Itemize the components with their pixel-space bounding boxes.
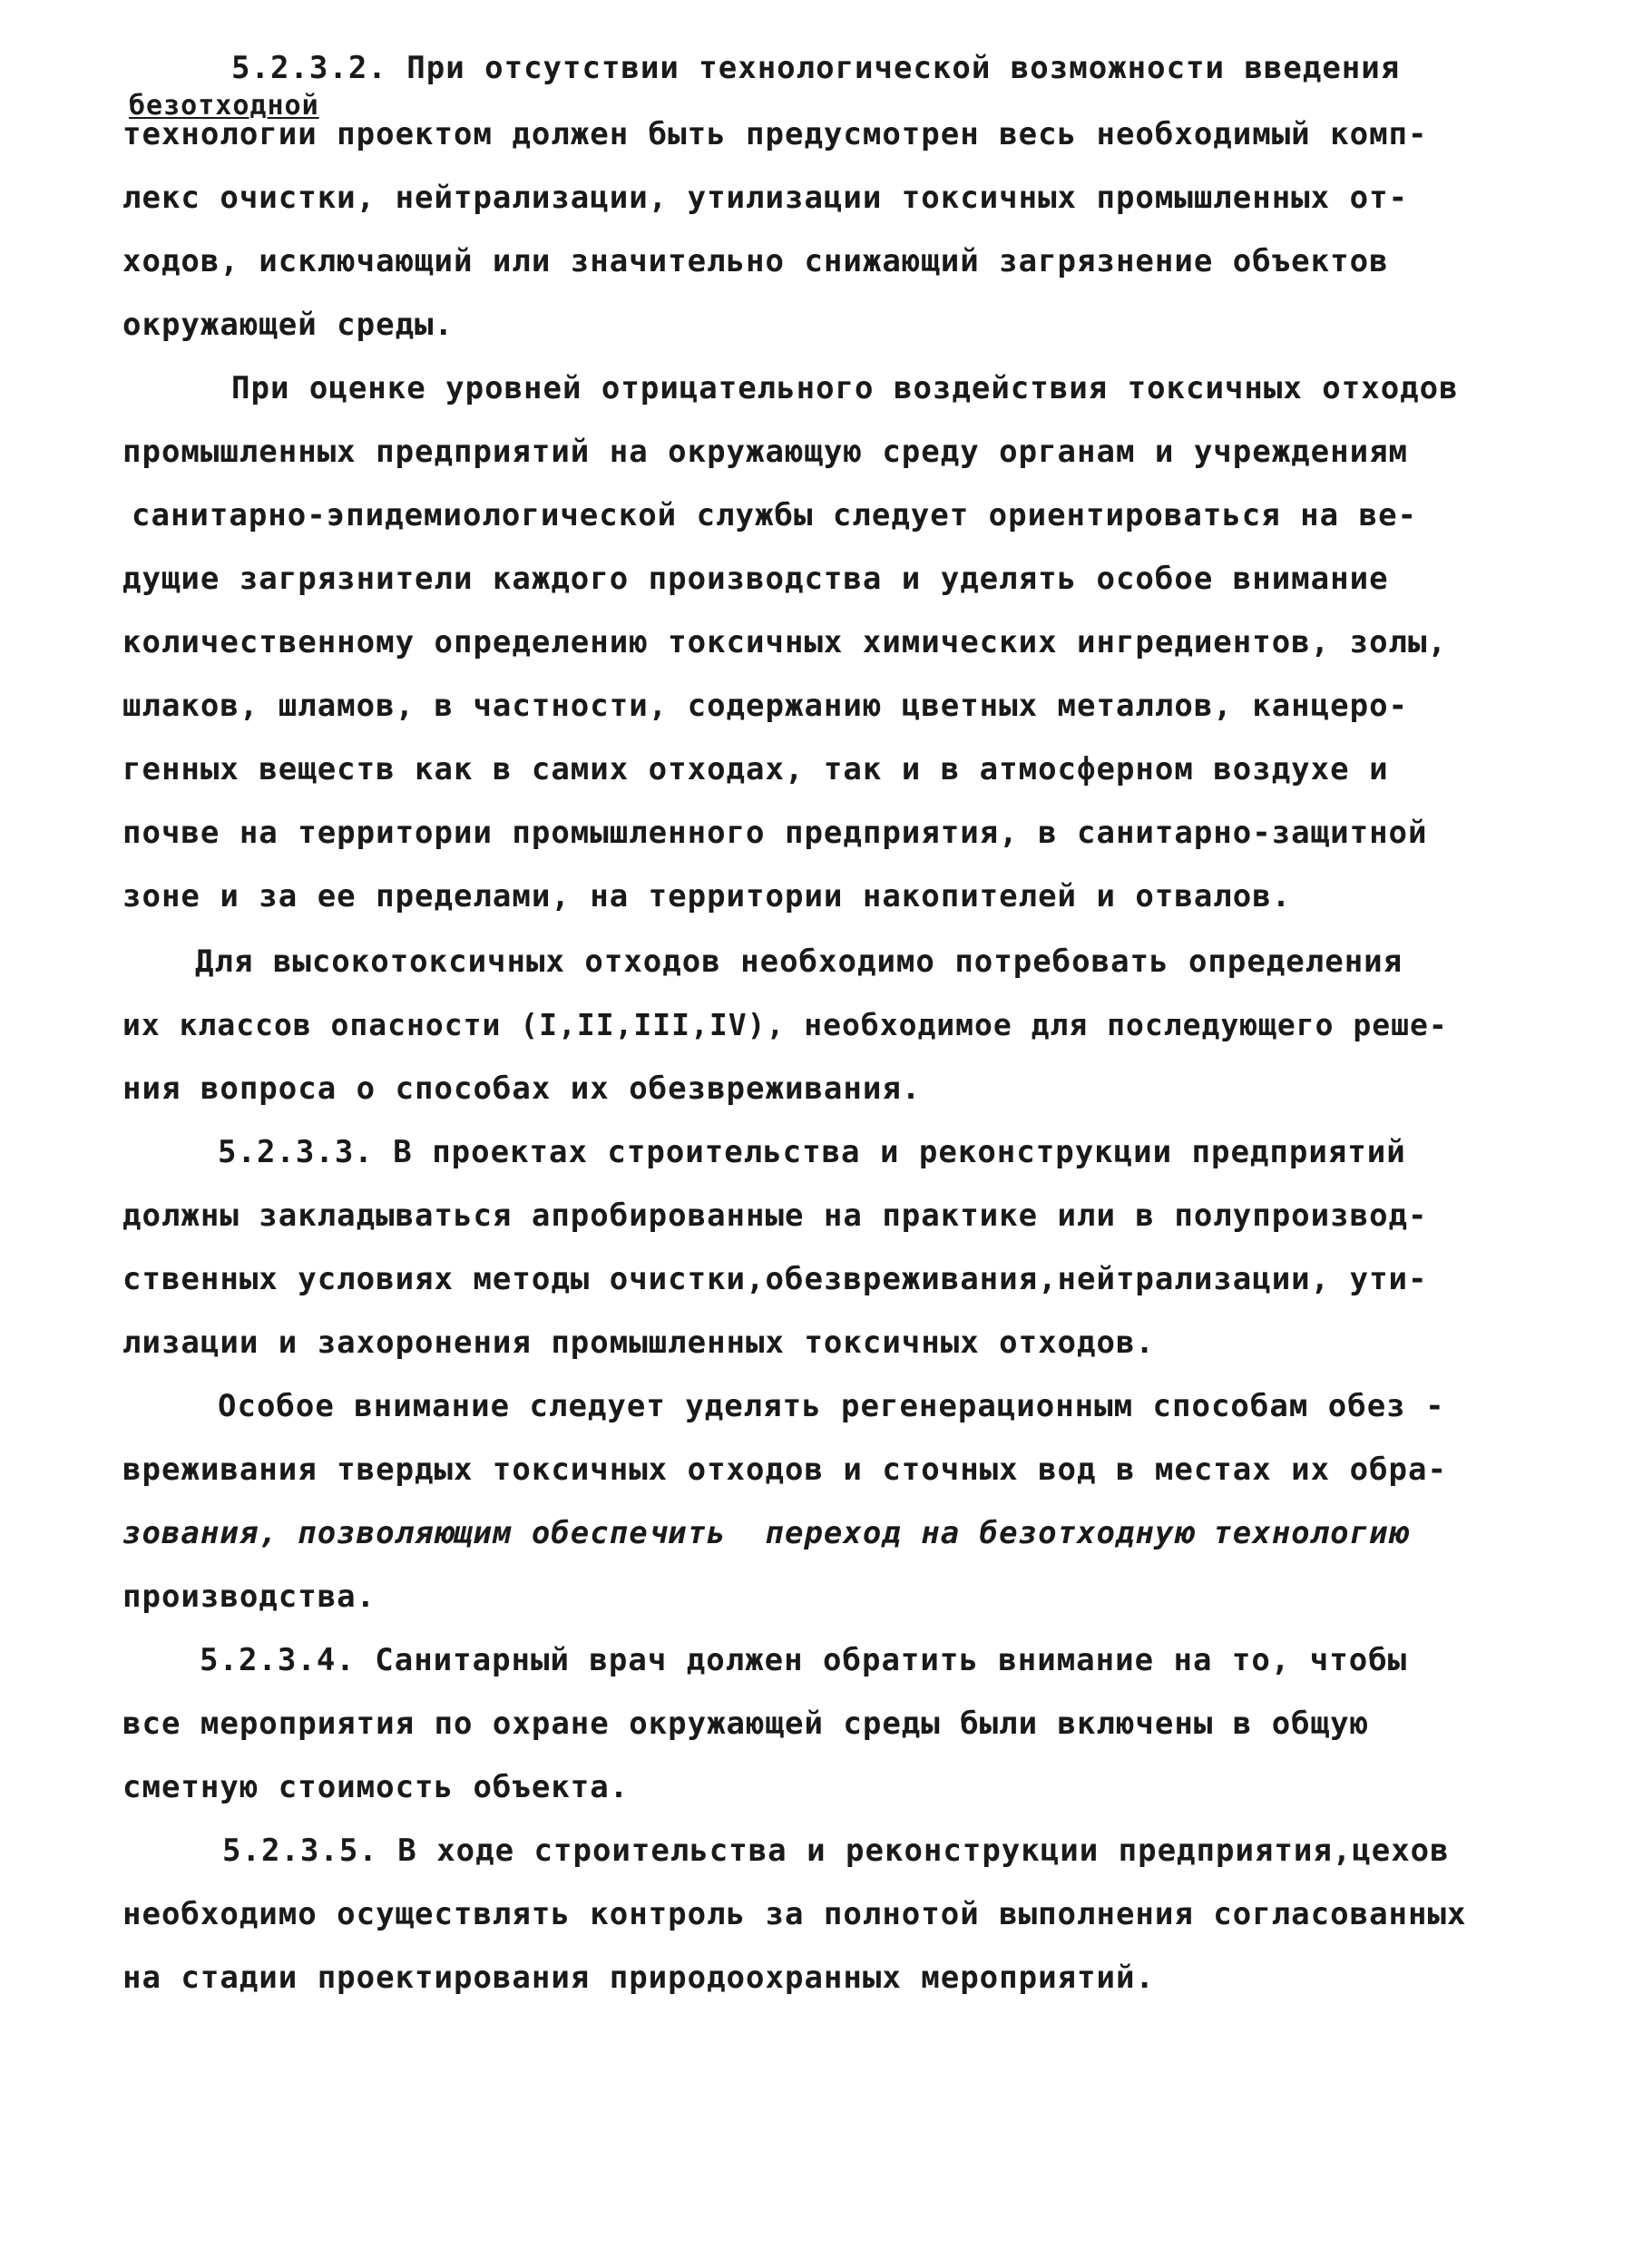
text-line: необходимо осуществлять контроль за полнотой выполнения согласованных bbox=[122, 1896, 1467, 1932]
text-line: лизации и захоронения промышленных токсичных отходов. bbox=[122, 1325, 1155, 1361]
text-line: сметную стоимость объекта. bbox=[122, 1769, 630, 1805]
text-line: их классов опасности (I,II,III,IV), необходимое для последующего реше- bbox=[122, 1007, 1448, 1042]
text-line: генных веществ как в самих отходах, так и в атмосферном воздухе и bbox=[122, 751, 1389, 787]
text-line: все мероприятия по охране окружающей среды были включены в общую bbox=[122, 1706, 1370, 1742]
text-line: лекс очистки, нейтрализации, утилизации токсичных промышленных от- bbox=[122, 180, 1409, 216]
section-5-2-3-3-first-line bbox=[218, 1134, 1406, 1170]
section-number: 5.2.3.3. bbox=[218, 1134, 374, 1170]
section-5-2-3-5-first-line bbox=[222, 1833, 1450, 1869]
text-line: Особое внимание следует уделять регенерационным способам обез - bbox=[218, 1388, 1445, 1424]
text-line: промышленных предприятий на окружающую среду органам и учреждениям bbox=[122, 434, 1409, 470]
text-line: дущие загрязнители каждого производства и уделять особое внимание bbox=[122, 561, 1389, 597]
text-line: должны закладываться апробированные на практике или в полупроизвод- bbox=[122, 1198, 1428, 1234]
text-line: При оценке уровней отрицательного воздействия токсичных отходов bbox=[231, 370, 1459, 406]
section-5-2-3-2-first-line bbox=[231, 50, 1400, 86]
section-number: 5.2.3.4. bbox=[200, 1642, 356, 1678]
text-line: вреживания твердых токсичных отходов и сточных вод в местах их обра- bbox=[122, 1452, 1447, 1488]
text-line: количественному определению токсичных химических ингредиентов, золы, bbox=[122, 624, 1447, 660]
text-line: Санитарный врач должен обратить внимание на то, чтобы bbox=[375, 1642, 1408, 1678]
text-line: санитарно-эпидемиологической службы следует ориентироваться на ве- bbox=[132, 497, 1418, 533]
text-line: шлаков, шламов, в частности, содержанию цветных металлов, канцеро- bbox=[122, 688, 1409, 724]
text-line: почве на территории промышленного предприятия, в санитарно-защитной bbox=[122, 815, 1428, 851]
section-number: 5.2.3.2. bbox=[231, 50, 387, 86]
text-line: При отсутствии технологической возможности введения bbox=[406, 50, 1401, 86]
text-line: зования, позволяющим обеспечить переход на безотходную технологию bbox=[122, 1515, 1409, 1551]
section-5-2-3-4-first-line bbox=[200, 1642, 1407, 1678]
text-line: ния вопроса о способах их обезвреживания. bbox=[122, 1070, 922, 1107]
text-line: на стадии проектирования природоохранных мероприятий. bbox=[122, 1960, 1155, 1996]
section-number: 5.2.3.5. bbox=[222, 1833, 378, 1869]
text-line: технологии проектом должен быть предусмотрен весь необходимый комп- bbox=[122, 116, 1428, 152]
text-line: ственных условиях методы очистки,обезвреживания,нейтрализации, ути- bbox=[122, 1261, 1428, 1297]
text-line: Для высокотоксичных отходов необходимо потребовать определения bbox=[195, 943, 1403, 980]
text-line: В ходе строительства и реконструкции предприятия,цехов bbox=[397, 1833, 1450, 1869]
text-line: ходов, исключающий или значительно снижающий загрязнение объектов bbox=[122, 243, 1389, 279]
text-line: окружающей среды. bbox=[122, 307, 454, 343]
text-line: В проектах строительства и реконструкции предприятий bbox=[393, 1134, 1406, 1170]
text-line: зоне и за ее пределами, на территории накопителей и отвалов. bbox=[122, 878, 1292, 914]
handwritten-insertion: безотходной bbox=[129, 90, 319, 122]
text-line: производства. bbox=[122, 1579, 376, 1615]
